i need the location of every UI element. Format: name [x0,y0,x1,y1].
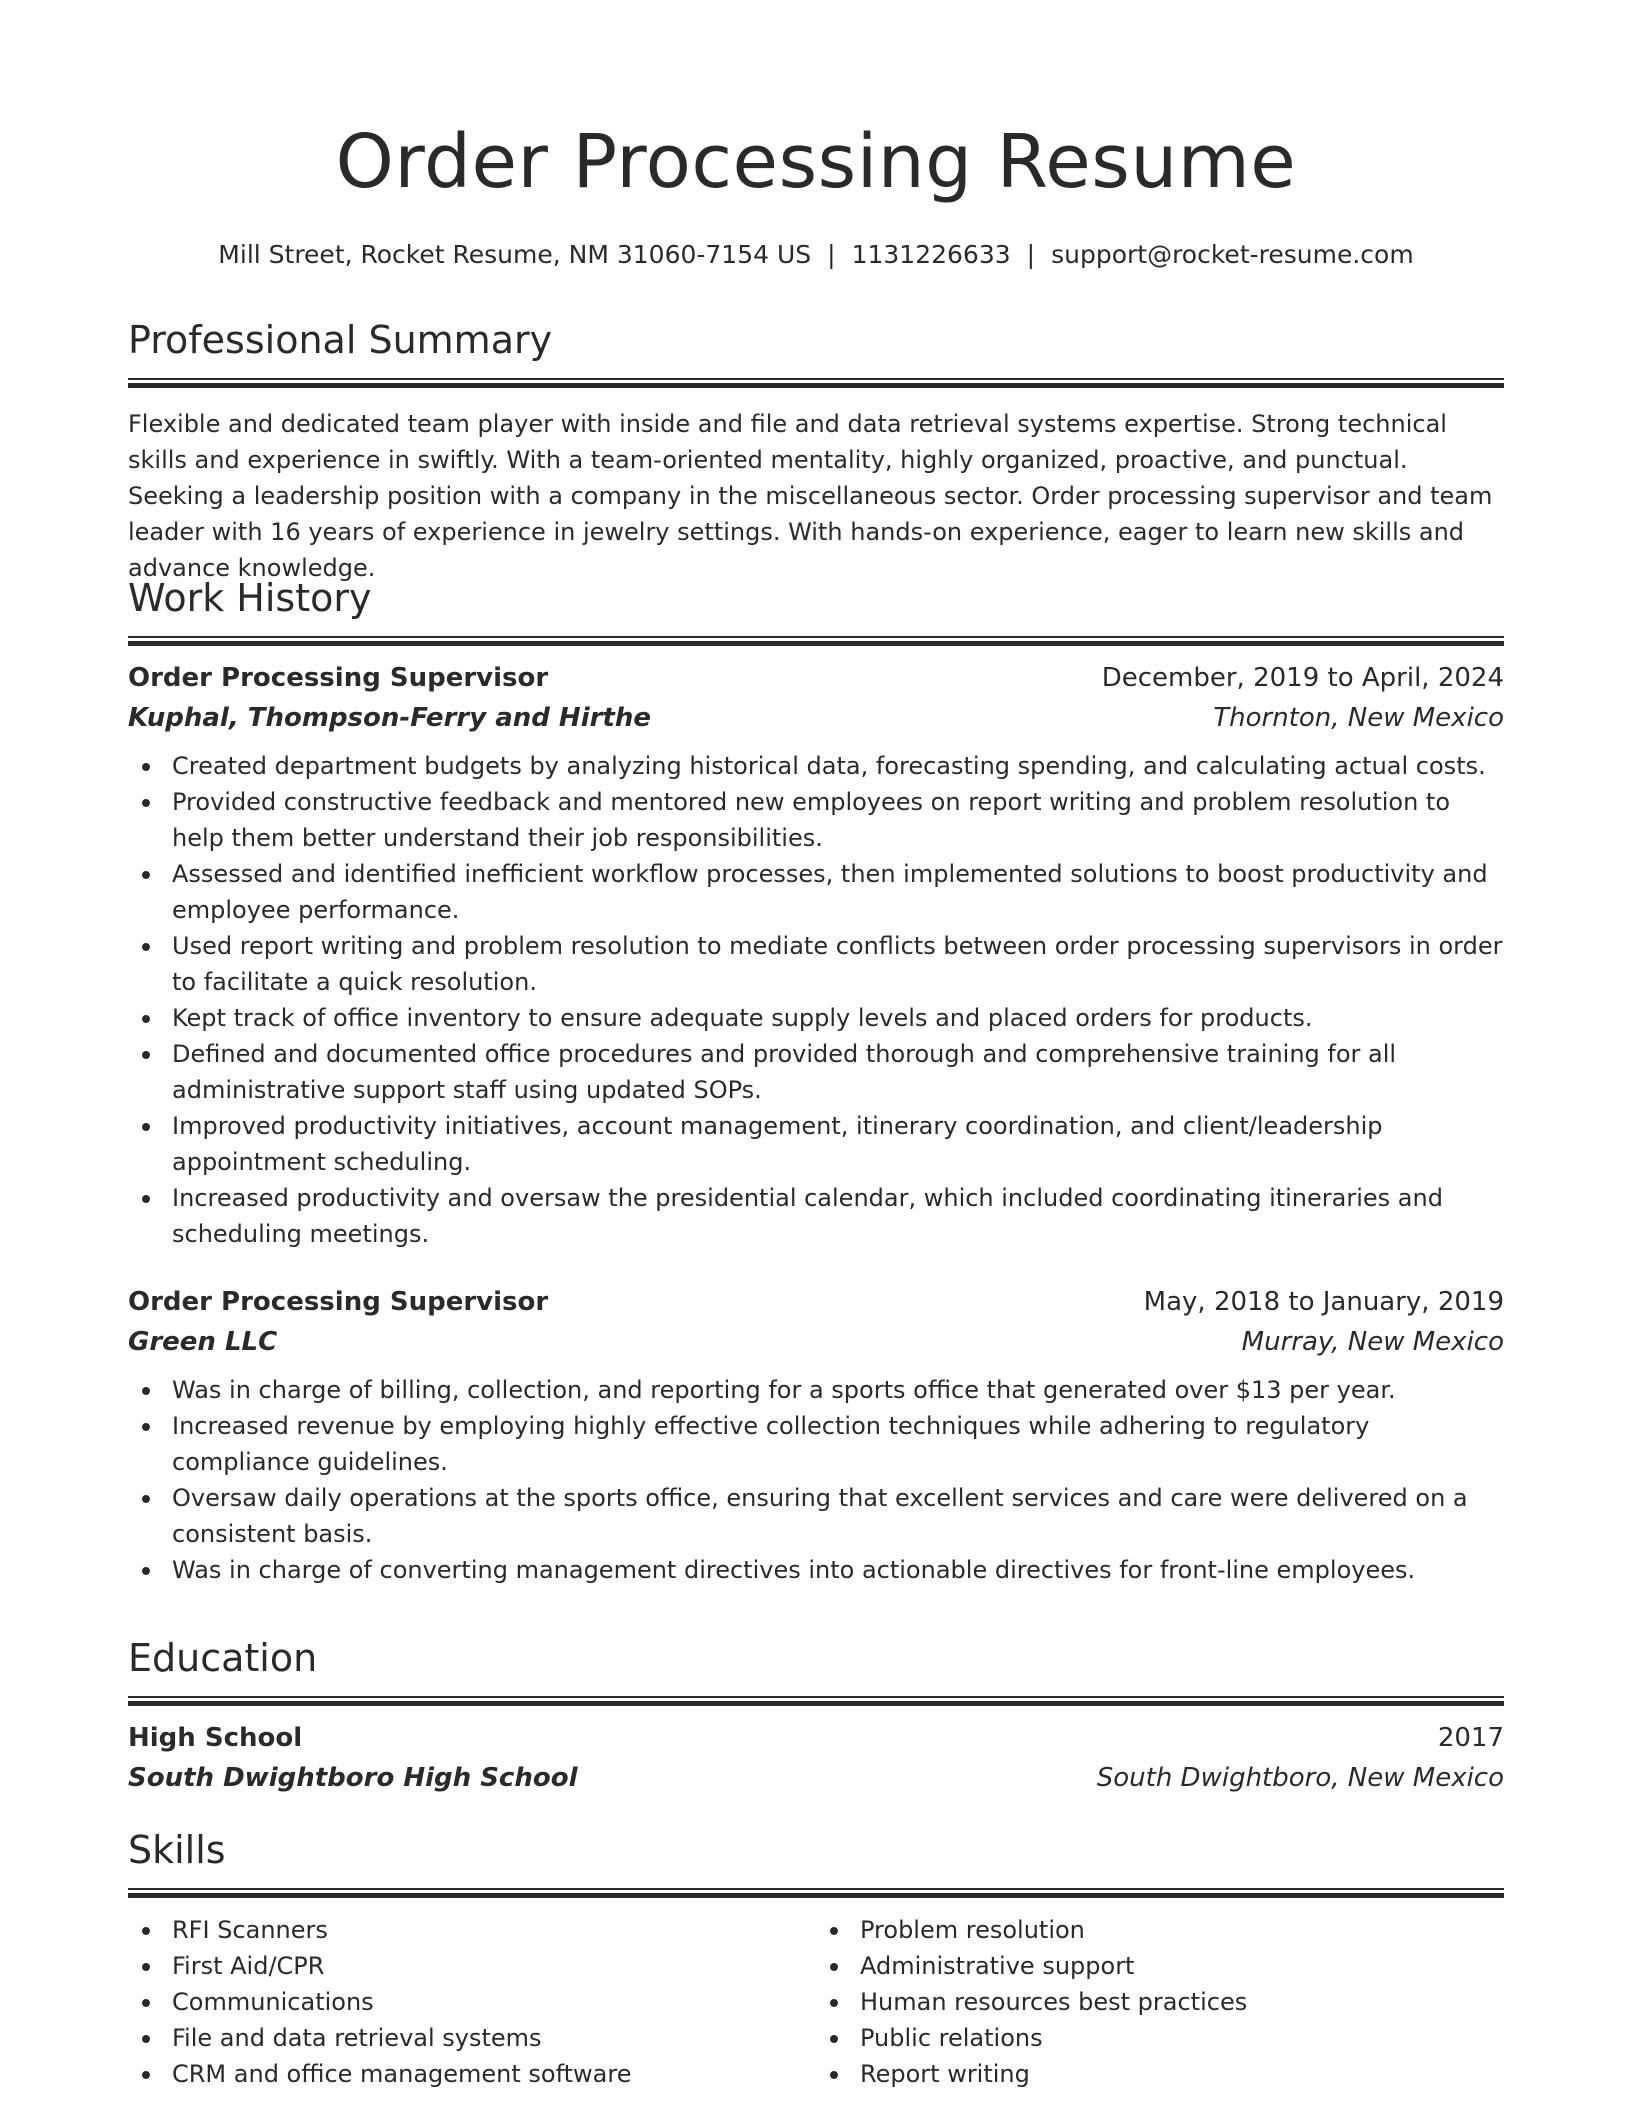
job-title: Order Processing Supervisor [128,1286,549,1317]
list-item: Increased revenue by employing highly effective collection techniques while adhering to regulatory compliance guidelines. [128,1408,1504,1480]
contact-separator: | [1026,240,1036,269]
job-entry [128,1282,1504,1588]
skill-item: CRM and office management software [128,2056,816,2092]
skill-item: Public relations [816,2020,1504,2056]
list-item: Provided constructive feedback and mentored new employees on report writing and problem resolution to help them better understand their job responsibilities. [128,784,1504,856]
contact-line [0,240,1632,269]
job-dates: December, 2019 to April, 2024 [1101,662,1504,693]
company-name: Kuphal, Thompson-Ferry and Hirthe [128,702,651,733]
section-title-work: Work History [128,576,372,620]
email-link[interactable]: support@rocket-resume.com [1051,240,1414,269]
school-name: South Dwightboro High School [128,1762,578,1793]
job-dates: May, 2018 to January, 2019 [1143,1286,1504,1317]
skill-item: Report writing [816,2056,1504,2092]
list-item: Kept track of office inventory to ensure adequate supply levels and placed orders for products. [128,1000,1504,1036]
list-item: Was in charge of billing, collection, and reporting for a sports office that generated over $13 per year. [128,1372,1504,1408]
contact-separator: | [827,240,836,269]
list-item: Was in charge of converting management directives into actionable directives for front-line employees. [128,1552,1504,1588]
section-divider [128,1696,1504,1706]
section-divider [128,1888,1504,1898]
graduation-year: 2017 [1437,1722,1504,1753]
section-divider [128,636,1504,646]
skill-item: Problem resolution [816,1912,1504,1948]
list-item: Assessed and identified inefficient workflow processes, then implemented solutions to boost productivity and employee performance. [128,856,1504,928]
skill-item: Human resources best practices [816,1984,1504,2020]
list-item: Created department budgets by analyzing historical data, forecasting spending, and calculating actual costs. [128,748,1504,784]
list-item: Defined and documented office procedures and provided thorough and comprehensive training for all administrative support staff using updated SOPs. [128,1036,1504,1108]
company-name: Green LLC [128,1326,278,1357]
section-title-summary: Professional Summary [128,318,553,362]
education-entry [128,1718,1504,1798]
section-title-education: Education [128,1636,318,1680]
skill-item: First Aid/CPR [128,1948,816,1984]
job-bullets [128,1372,1504,1588]
job-location: Thornton, New Mexico [1213,702,1504,733]
address: Mill Street, Rocket Resume, NM 31060-7154 US [218,240,812,269]
skill-item: Communications [128,1984,816,2020]
section-title-skills: Skills [128,1828,226,1872]
degree: High School [128,1722,303,1753]
list-item: Oversaw daily operations at the sports office, ensuring that excellent services and care were delivered on a consistent basis. [128,1480,1504,1552]
skill-item: File and data retrieval systems [128,2020,816,2056]
section-divider [128,378,1504,388]
skill-item: RFI Scanners [128,1912,816,1948]
job-bullets [128,748,1504,1252]
skills-column-right [816,1912,1504,2092]
list-item: Improved productivity initiatives, account management, itinerary coordination, and client/leadership appointment scheduling. [128,1108,1504,1180]
skills-grid [128,1912,1504,2092]
work-history-section [128,576,1504,1588]
skills-section [128,1828,1504,2092]
job-entry [128,658,1504,1252]
skill-item: Administrative support [816,1948,1504,1984]
resume-title: Order Processing Resume [335,119,1297,205]
list-item: Used report writing and problem resolution to mediate conflicts between order processing supervisors in order to facilitate a quick resolution. [128,928,1504,1000]
summary-section [128,318,1504,586]
job-title: Order Processing Supervisor [128,662,549,693]
education-section [128,1636,1504,1798]
list-item: Increased productivity and oversaw the presidential calendar, which included coordinating itineraries and scheduling meetings. [128,1180,1504,1252]
skills-column-left [128,1912,816,2092]
school-location: South Dwightboro, New Mexico [1096,1762,1504,1793]
summary-text: Flexible and dedicated team player with inside and file and data retrieval systems expertise. Strong technical skills and experience in swiftly. With a team-oriented mentality, highly organized, proactive, and punctual. Seeking a leadership position with a company in the miscellaneous sector. Order processing supervisor and team leader with 16 years of experience in jewelry settings. With hands-on experience, eager to learn new skills and advance knowledge. [128,409,1493,582]
job-location: Murray, New Mexico [1241,1326,1504,1357]
phone: 1131226633 [851,240,1011,269]
